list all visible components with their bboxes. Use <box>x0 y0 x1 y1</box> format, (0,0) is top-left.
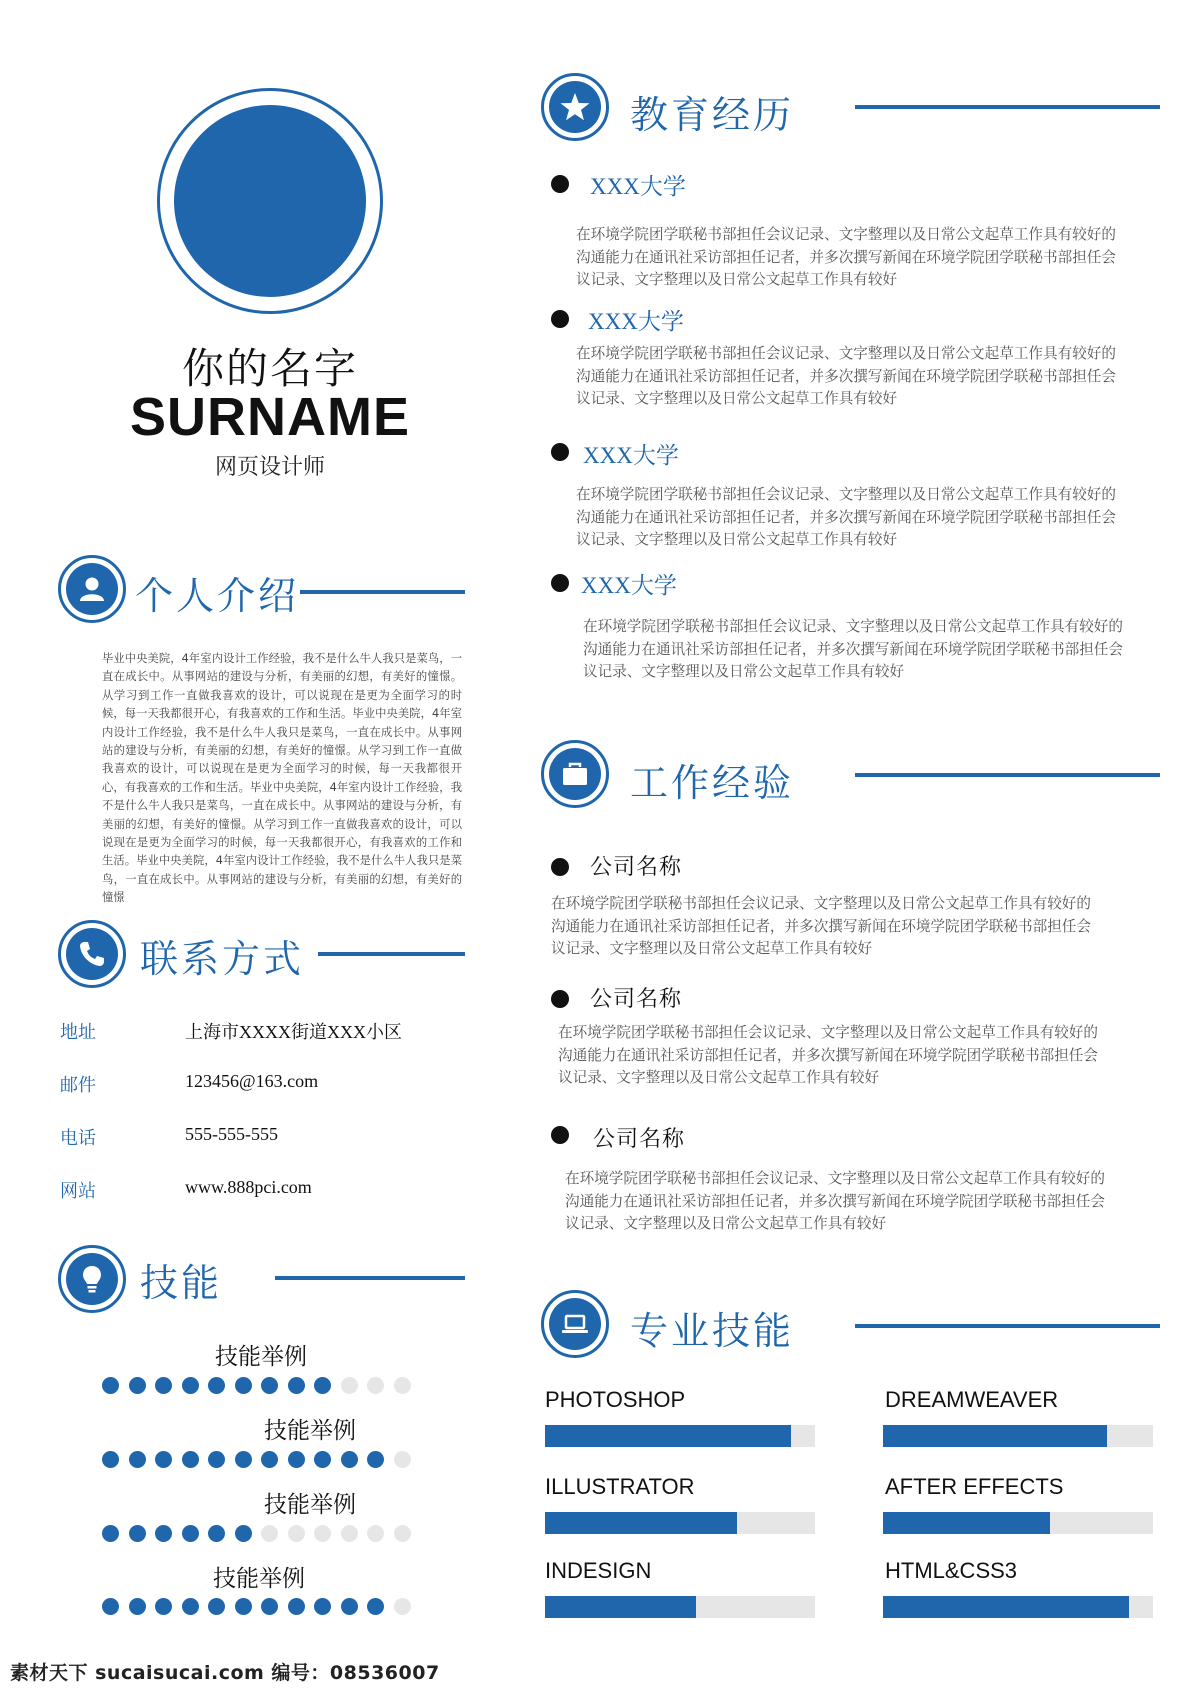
pro-skill-name: AFTER EFFECTS <box>885 1474 1064 1499</box>
user-icon <box>58 555 126 623</box>
section-divider <box>855 1324 1160 1328</box>
phone-icon <box>58 920 126 988</box>
skill-dot-filled <box>208 1377 225 1394</box>
avatar-photo-placeholder <box>174 105 366 297</box>
skill-dot-filled <box>129 1451 146 1468</box>
skill-label: 技能举例 <box>264 1418 356 1444</box>
skill-dot-empty <box>394 1451 411 1468</box>
lightbulb-icon <box>58 1245 126 1313</box>
contact-value-phone: 555-555-555 <box>185 1124 278 1144</box>
skill-dot-filled <box>102 1598 119 1615</box>
contact-label-address: 地址 <box>60 1022 96 1043</box>
pro-skill-bar-fill <box>883 1596 1129 1618</box>
skill-dot-filled <box>208 1451 225 1468</box>
section-divider <box>275 1276 465 1280</box>
pro-skill-bar-fill <box>545 1512 737 1534</box>
section-title-work: 工作经验 <box>630 761 795 805</box>
skill-dot-filled <box>182 1377 199 1394</box>
list-bullet <box>551 990 569 1008</box>
skill-label: 技能举例 <box>215 1344 307 1370</box>
list-bullet <box>551 443 569 461</box>
pro-skill-name: HTML&CSS3 <box>885 1558 1018 1583</box>
skill-dot-filled <box>129 1377 146 1394</box>
section-title-skills: 技能 <box>140 1261 223 1305</box>
skill-dot-empty <box>341 1525 358 1542</box>
skill-dot-filled <box>155 1451 172 1468</box>
skill-dot-filled <box>208 1525 225 1542</box>
skill-dots <box>102 1377 411 1394</box>
skill-dots <box>102 1525 411 1542</box>
list-bullet <box>551 1126 569 1144</box>
pro-skill-name: ILLUSTRATOR <box>545 1474 695 1499</box>
work-company: 公司名称 <box>593 1127 686 1152</box>
education-school: XXX大学 <box>588 309 684 334</box>
pro-skill-bar <box>545 1596 815 1618</box>
pro-skill-bar <box>883 1425 1153 1447</box>
education-school: XXX大学 <box>581 573 677 598</box>
pro-skill-bar <box>545 1425 815 1447</box>
section-divider <box>318 952 465 956</box>
skill-dot-empty <box>261 1525 278 1542</box>
contact-value-website[interactable]: www.888pci.com <box>185 1177 312 1197</box>
skill-dot-filled <box>208 1598 225 1615</box>
skill-dot-filled <box>261 1598 278 1615</box>
education-school: XXX大学 <box>583 443 679 468</box>
pro-skill-bar <box>883 1596 1153 1618</box>
contact-label-website: 网站 <box>60 1181 96 1202</box>
skill-dot-empty <box>314 1525 331 1542</box>
skill-dot-filled <box>129 1525 146 1542</box>
skill-dot-empty <box>367 1377 384 1394</box>
skill-dot-filled <box>182 1451 199 1468</box>
education-description: 在环境学院团学联秘书部担任会议记录、文字整理以及日常公文起草工作具有较好的沟通能力在通讯社采访部担任记者，并多次撰写新闻在环境学院团学联秘书部担任会议记录、文字整理以及日常公文起草工作具有较好 <box>576 486 1116 548</box>
list-bullet <box>551 574 569 592</box>
education-description: 在环境学院团学联秘书部担任会议记录、文字整理以及日常公文起草工作具有较好的沟通能力在通讯社采访部担任记者，并多次撰写新闻在环境学院团学联秘书部担任会议记录、文字整理以及日常公文起草工作具有较好 <box>583 618 1123 680</box>
skill-dot-filled <box>341 1451 358 1468</box>
pro-skill-name: DREAMWEAVER <box>885 1387 1059 1412</box>
skill-dot-filled <box>102 1377 119 1394</box>
pro-skill-bar <box>545 1512 815 1534</box>
skill-dot-filled <box>314 1451 331 1468</box>
work-description: 在环境学院团学联秘书部担任会议记录、文字整理以及日常公文起草工作具有较好的沟通能力在通讯社采访部担任记者，并多次撰写新闻在环境学院团学联秘书部担任会议记录、文字整理以及日常公文起草工作具有较好 <box>558 1024 1098 1086</box>
name-surname: SURNAME <box>129 387 410 447</box>
skill-dot-filled <box>235 1598 252 1615</box>
pro-skill-bar <box>883 1512 1153 1534</box>
job-title: 网页设计师 <box>214 455 325 480</box>
section-divider <box>855 105 1160 109</box>
contact-label-email: 邮件 <box>60 1075 96 1096</box>
skill-dots <box>102 1451 411 1468</box>
skill-dot-filled <box>261 1377 278 1394</box>
skill-dot-filled <box>288 1451 305 1468</box>
section-divider <box>300 590 465 594</box>
pro-skill-bar-fill <box>545 1596 696 1618</box>
skill-dot-empty <box>394 1377 411 1394</box>
skill-dot-filled <box>155 1598 172 1615</box>
skill-dot-filled <box>182 1525 199 1542</box>
skill-label: 技能举例 <box>264 1492 356 1518</box>
skill-dot-filled <box>367 1598 384 1615</box>
list-bullet <box>551 310 569 328</box>
pro-skill-bar-fill <box>883 1425 1107 1447</box>
skill-dot-filled <box>129 1598 146 1615</box>
education-description: 在环境学院团学联秘书部担任会议记录、文字整理以及日常公文起草工作具有较好的沟通能力在通讯社采访部担任记者，并多次撰写新闻在环境学院团学联秘书部担任会议记录、文字整理以及日常公文起草工作具有较好 <box>576 226 1116 288</box>
section-divider <box>855 773 1160 777</box>
section-title-intro: 个人介绍 <box>135 574 300 618</box>
skill-dot-empty <box>367 1525 384 1542</box>
contact-value-address: 上海市XXXX街道XXX小区 <box>185 1022 402 1042</box>
work-description: 在环境学院团学联秘书部担任会议记录、文字整理以及日常公文起草工作具有较好的沟通能力在通讯社采访部担任记者，并多次撰写新闻在环境学院团学联秘书部担任会议记录、文字整理以及日常公文起草工作具有较好 <box>551 895 1091 957</box>
section-title-education: 教育经历 <box>630 93 795 137</box>
skill-dot-filled <box>102 1525 119 1542</box>
skill-dot-filled <box>182 1598 199 1615</box>
skill-dot-filled <box>288 1377 305 1394</box>
work-company: 公司名称 <box>590 855 683 880</box>
pro-skill-bar-fill <box>545 1425 791 1447</box>
section-title-pro-skills: 专业技能 <box>630 1309 795 1353</box>
skill-dot-filled <box>155 1525 172 1542</box>
contact-label-phone: 电话 <box>60 1128 96 1149</box>
work-description: 在环境学院团学联秘书部担任会议记录、文字整理以及日常公文起草工作具有较好的沟通能力在通讯社采访部担任记者，并多次撰写新闻在环境学院团学联秘书部担任会议记录、文字整理以及日常公文起草工作具有较好 <box>565 1170 1105 1232</box>
skill-dot-empty <box>288 1525 305 1542</box>
skill-dot-empty <box>394 1598 411 1615</box>
education-school: XXX大学 <box>590 174 686 199</box>
section-title-contact: 联系方式 <box>140 937 305 981</box>
skill-dot-filled <box>235 1525 252 1542</box>
star-icon <box>541 73 609 141</box>
pro-skill-bar-fill <box>883 1512 1050 1534</box>
intro-text: 毕业中央美院，4年室内设计工作经验，我不是什么牛人我只是菜鸟，一直在成长中。从事网站的建设与分析，有美丽的幻想，有美好的憧憬。从学习到工作一直做我喜欢的设计，可以说现在是更为全面学习的时候，每一天我都很开心，有我喜欢的工作和生活。毕业中央美院，4年室内设计工作经验，我不是什么牛人我只是菜鸟，一直在成长中。从事网站的建设与分析，有美丽的幻想，有美好的憧憬。从学习到工作一直做我喜欢的设计，可以说现在是更为全面学习的时候，每一天我都很开心，有我喜欢的工作和生活。毕业中央美院，4年室内设计工作经验，我不是什么牛人我只是菜鸟，一直在成长中。从事网站的建设与分析，有美丽的幻想，有美好的憧憬。从学习到工作一直做我喜欢的设计，可以说现在是更为全面学习的时候，每一天我都很开心，有我喜欢的工作和生活。毕业中央美院，4年室内设计工作经验，我不是什么牛人我只是菜鸟，一直在成长中。从事网站的建设与分析，有美丽的幻想，有美好的憧憬 <box>102 652 462 905</box>
skill-dot-filled <box>235 1377 252 1394</box>
skill-dot-filled <box>288 1598 305 1615</box>
list-bullet <box>551 175 569 193</box>
skill-dot-filled <box>341 1598 358 1615</box>
skill-dot-filled <box>367 1451 384 1468</box>
work-company: 公司名称 <box>590 987 683 1012</box>
skill-label: 技能举例 <box>213 1566 305 1592</box>
list-bullet <box>551 858 569 876</box>
contact-value-email[interactable]: 123456@163.com <box>185 1071 319 1091</box>
skill-dot-filled <box>261 1451 278 1468</box>
skill-dot-filled <box>314 1377 331 1394</box>
name-chinese: 你的名字 <box>181 344 358 393</box>
skill-dot-filled <box>314 1598 331 1615</box>
laptop-icon <box>541 1290 609 1358</box>
avatar <box>157 88 383 314</box>
pro-skill-name: PHOTOSHOP <box>545 1387 686 1412</box>
education-description: 在环境学院团学联秘书部担任会议记录、文字整理以及日常公文起草工作具有较好的沟通能力在通讯社采访部担任记者，并多次撰写新闻在环境学院团学联秘书部担任会议记录、文字整理以及日常公文起草工作具有较好 <box>576 345 1116 407</box>
skill-dot-filled <box>155 1377 172 1394</box>
skill-dots <box>102 1598 411 1615</box>
skill-dot-empty <box>341 1377 358 1394</box>
skill-dot-filled <box>235 1451 252 1468</box>
skill-dot-filled <box>102 1451 119 1468</box>
pro-skill-name: INDESIGN <box>545 1558 652 1583</box>
watermark-text: 素材天下 sucaisucai.com 编号：08536007 <box>0 1650 1200 1690</box>
skill-dot-empty <box>394 1525 411 1542</box>
briefcase-icon <box>541 740 609 808</box>
